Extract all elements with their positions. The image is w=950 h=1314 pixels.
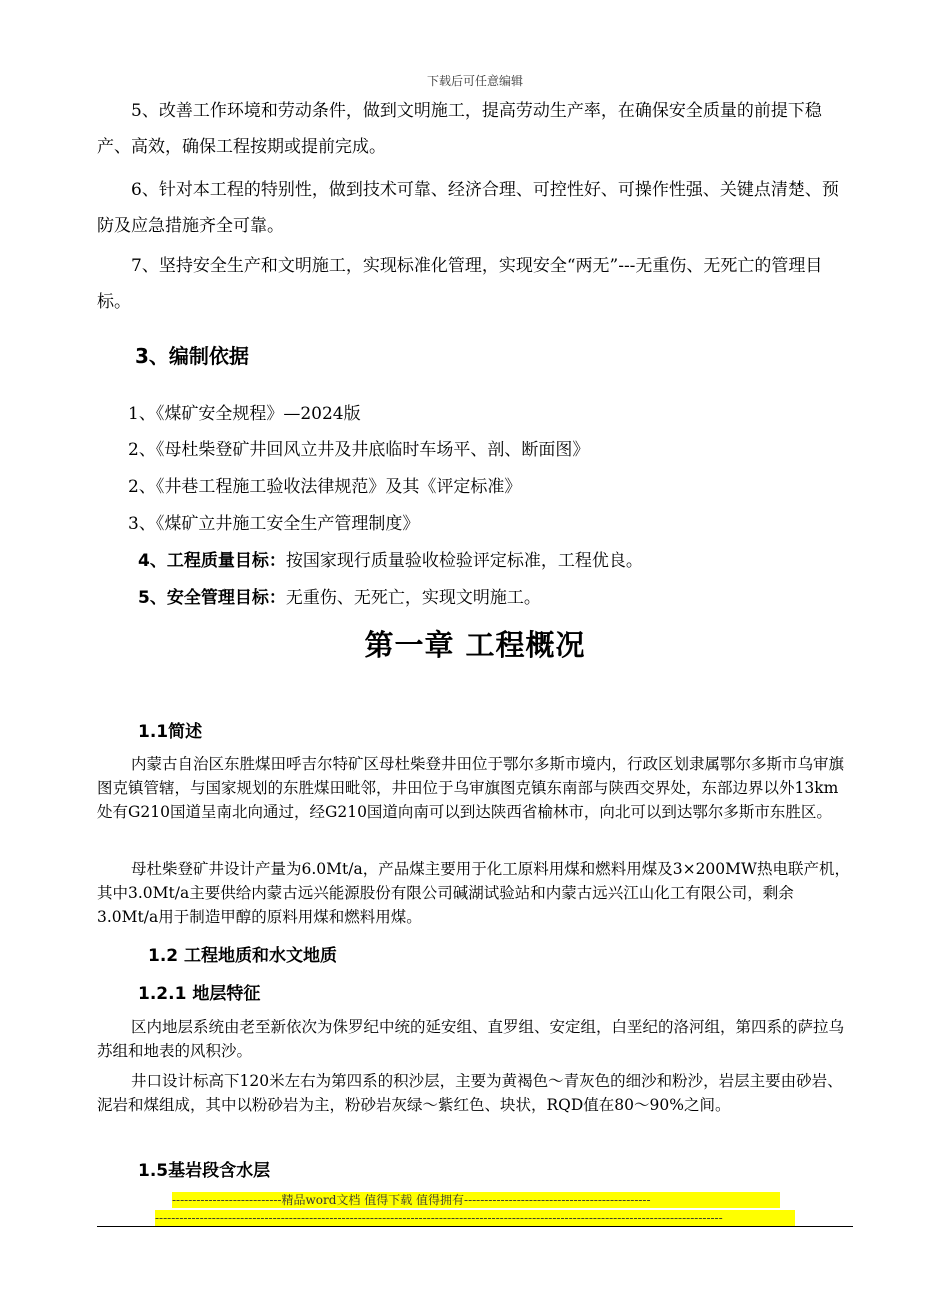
reference-item: 1、《煤矿安全规程》—2024版 (128, 404, 361, 424)
quality-goal-text: 按国家现行质量验收检验评定标准，工程优良。 (285, 551, 643, 571)
quality-goal (138, 546, 643, 571)
footer-banner-line-1: ---------------------------精品word文档 值得下载 值得拥有---------------------------------------------- (172, 1192, 780, 1208)
page-header: 下载后可任意编辑 (426, 74, 523, 88)
section-1-2-1-paragraph-2: 井口设计标高下120米左右为第四系的积沙层，主要为黄褐色～青灰色的细沙和粉沙，岩层主要由砂岩、泥岩和煤组成，其中以粉砂岩为主，粉砂岩灰绿～紫红色、块状，RQD值在80～90%之间。 (97, 1072, 843, 1114)
section-1-1-paragraph-2: 母杜柴登矿井设计产量为6.0Mt/a，产品煤主要用于化工原料用煤和燃料用煤及3×200MW热电联产机，其中3.0Mt/a主要供给内蒙古远兴能源股份有限公司碱湖试验站和内蒙古远兴江山化工有限公司，剩余3.0Mt/a用于制造甲醇的原料用煤和燃料用煤。 (97, 860, 850, 926)
section-1-2-title: 1.2 工程地质和水文地质 (148, 946, 338, 966)
section-1-5-title: 1.5基岩段含水层 (138, 1161, 271, 1181)
section-1-1-title: 1.1简述 (138, 722, 203, 742)
quality-goal-label: 4、工程质量目标： (138, 551, 286, 571)
section-1-2-1-paragraph-1: 区内地层系统由老至新依次为侏罗纪中统的延安组、直罗组、安定组，白垩纪的洛河组，第四系的萨拉乌苏组和地表的风积沙。 (97, 1018, 845, 1060)
reference-item: 2、《母杜柴登矿井回风立井及井底临时车场平、剖、断面图》 (128, 440, 590, 460)
safety-goal (138, 583, 541, 608)
section-1-1-paragraph-1: 内蒙古自治区东胜煤田呼吉尔特矿区母杜柴登井田位于鄂尔多斯市境内，行政区划隶属鄂尔多斯市乌审旗图克镇管辖，与国家规划的东胜煤田毗邻，井田位于乌审旗图克镇东南部与陕西交界处，东部边界以外13km处有G210国道呈南北向通过，经G210国道向南可以到达陕西省榆林市，向北可以到达鄂尔多斯市东胜区。 (97, 755, 845, 821)
reference-item: 2、《井巷工程施工验收法律规范》及其《评定标准》 (128, 477, 522, 497)
section-1-2-1-title: 1.2.1 地层特征 (138, 984, 261, 1004)
reference-item: 3、《煤矿立井施工安全生产管理制度》 (128, 514, 420, 534)
chapter-title: 第一章 工程概况 (364, 628, 586, 662)
intro-item-7: 7、坚持安全生产和文明施工，实现标准化管理，实现安全“两无”---无重伤、无死亡的管理目标。 (97, 256, 823, 312)
intro-item-6: 6、针对本工程的特别性，做到技术可靠、经济合理、可控性好、可操作性强、关键点清楚、预防及应急措施齐全可靠。 (97, 180, 839, 236)
safety-goal-label: 5、安全管理目标： (138, 588, 286, 608)
intro-item-5: 5、改善工作环境和劳动条件，做到文明施工，提高劳动生产率，在确保安全质量的前提下稳产、高效，确保工程按期或提前完成。 (97, 101, 822, 157)
footer-banner-line-2: -------------------------------------------------------------------------------------------------------------------------------------------- (155, 1210, 795, 1226)
safety-goal-text: 无重伤、无死亡，实现文明施工。 (285, 588, 541, 608)
footer-divider (97, 1226, 853, 1227)
section-3-title: 3、编制依据 (135, 344, 249, 368)
